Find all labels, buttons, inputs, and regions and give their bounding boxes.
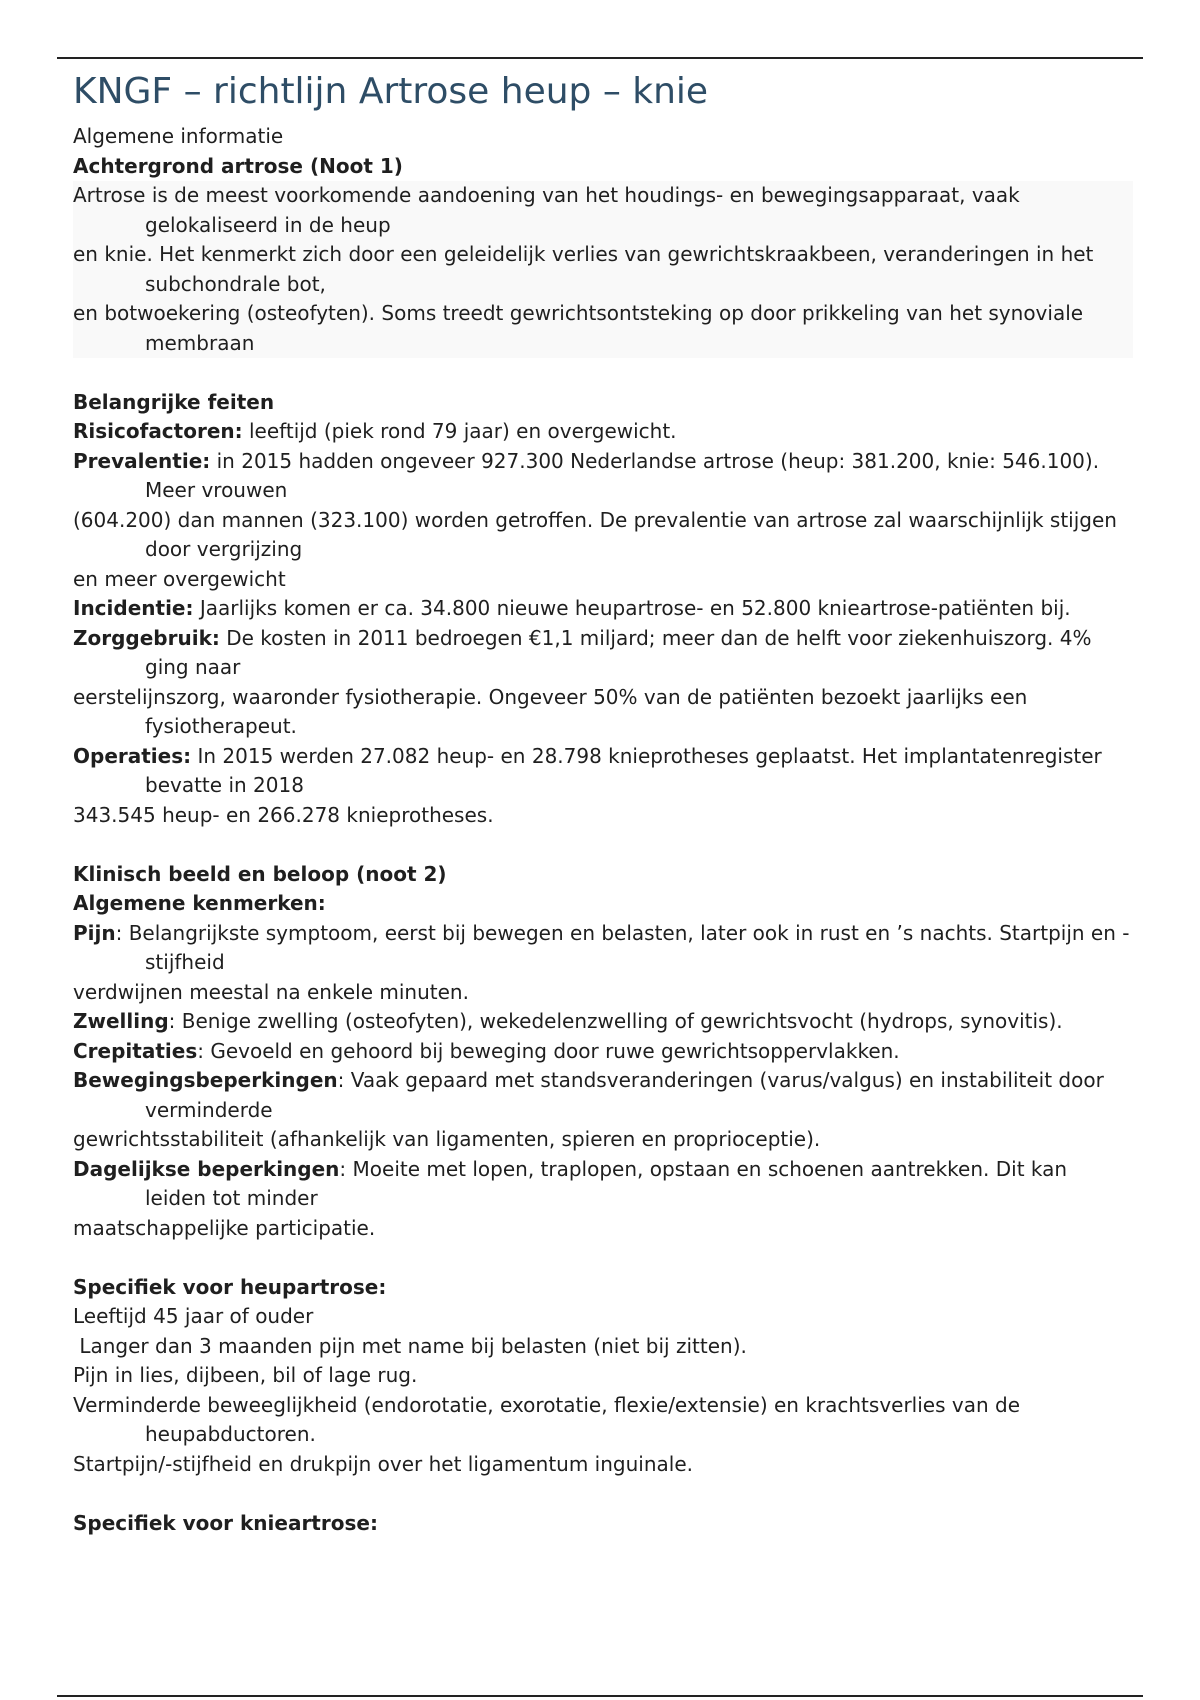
zorg-text: De kosten in 2011 bedroegen €1,1 miljard; meer dan de helft voor ziekenhuiszorg. 4% ging naar: [145, 625, 1092, 679]
bottom-rule: [57, 1695, 1143, 1697]
zorg-label: Zorggebruik:: [73, 625, 220, 650]
zwelling-text: : Benige zwelling (osteofyten), wekedelenzwelling of gewrichtsvocht (hydrops, synovitis).: [168, 1009, 1063, 1033]
crepitaties-text: : Gevoeld en gehoord bij beweging door ruwe gewrichtsoppervlakken.: [197, 1038, 900, 1063]
operaties-text: In 2015 werden 27.082 heup- en 28.798 knieprotheses geplaatst. Het implantatenregister bevatte in 2018: [145, 743, 1102, 797]
risico-text: leeftijd (piek rond 79 jaar) en overgewicht.: [242, 419, 677, 443]
dagelijks-cont: maatschappelijke participatie.: [73, 1215, 376, 1240]
risico-label: Risicofactoren:: [73, 419, 243, 443]
crepitaties-paragraph: [73, 1037, 1133, 1067]
document-page: [73, 68, 1133, 1538]
dagelijks-text: : Moeite met lopen, traplopen, opstaan en schoenen aantrekken. Dit kan leiden tot minder: [145, 1156, 1068, 1210]
heup-line: Langer dan 3 maanden pijn met name bij belasten (niet bij zitten).: [73, 1333, 747, 1358]
knie-heading: Specifiek voor knieartrose:: [73, 1510, 378, 1535]
pijn-label: Pijn: [73, 920, 116, 945]
operaties-label: Operaties:: [73, 743, 192, 768]
incidentie-text: Jaarlijks komen er ca. 34.800 nieuwe heupartrose- en 52.800 knieartrose-patiënten bij.: [193, 596, 1071, 620]
klinisch-heading: Klinisch beeld en beloop (noot 2): [73, 861, 447, 886]
achtergrond-heading: Achtergrond artrose (Noot 1): [73, 153, 403, 178]
heup-heading: Specifiek voor heupartrose:: [73, 1274, 387, 1299]
heup-line: Verminderde beweeglijkheid (endorotatie, exorotatie, flexie/extensie) en krachtsverlies van de heupabductoren.: [73, 1392, 1021, 1446]
achtergrond-line: en knie. Het kenmerkt zich door een geleidelijk verlies van gewrichtskraakbeen, veranderingen in het subchondrale bot,: [73, 242, 1094, 296]
kenmerken-heading: Algemene kenmerken:: [73, 891, 326, 915]
achtergrond-line: Artrose is de meest voorkomende aandoening van het houdings- en bewegingsapparaat, vaak gelokaliseerd in de heup: [73, 183, 1020, 237]
prevalentie-label: Prevalentie:: [73, 448, 211, 473]
operaties-cont: 343.545 heup- en 266.278 knieprotheses.: [73, 802, 494, 827]
heup-line: Leeftijd 45 jaar of ouder: [73, 1304, 314, 1328]
zorg-cont: eerstelijnszorg, waaronder fysiotherapie. Ongeveer 50% van de patiënten bezoekt jaarlijks een fysiotherapeut.: [73, 684, 1028, 738]
prevalentie-text: in 2015 hadden ongeveer 927.300 Nederlandse artrose (heup: 381.200, knie: 546.100). Meer vrouwen: [145, 448, 1100, 502]
dagelijks-label: Dagelijkse beperkingen: [73, 1156, 340, 1181]
prevalentie-cont: en meer overgewicht: [73, 566, 286, 591]
subtitle: Algemene informatie: [73, 124, 284, 148]
zwelling-label: Zwelling: [73, 1009, 169, 1033]
pijn-paragraph: [73, 919, 1133, 978]
pijn-cont: verdwijnen meestal na enkele minuten.: [73, 979, 469, 1004]
risico-paragraph: [73, 417, 1133, 447]
beweging-cont: gewrichtsstabiliteit (afhankelijk van ligamenten, spieren en proprioceptie).: [73, 1127, 821, 1151]
heup-line: Pijn in lies, dijbeen, bil of lage rug.: [73, 1363, 418, 1387]
operaties-paragraph: [73, 742, 1133, 801]
prevalentie-paragraph: [73, 447, 1133, 506]
prevalentie-cont: (604.200) dan mannen (323.100) worden getroffen. De prevalentie van artrose zal waarschijnlijk stijgen door vergrijzing: [73, 507, 1117, 561]
crepitaties-label: Crepitaties: [73, 1038, 198, 1063]
top-rule: [57, 57, 1143, 59]
incidentie-label: Incidentie:: [73, 596, 194, 620]
incidentie-paragraph: [73, 594, 1133, 624]
achtergrond-line: en botwoekering (osteofyten). Soms treedt gewrichtsontsteking op door prikkeling van het synoviale membraan: [73, 301, 1084, 355]
beweging-label: Bewegingsbeperkingen: [73, 1068, 338, 1092]
beweging-paragraph: [73, 1066, 1133, 1125]
pijn-text: : Belangrijkste symptoom, eerst bij bewegen en belasten, later ook in rust en ’s nachts. Startpijn en -stijfheid: [115, 920, 1130, 974]
zorg-paragraph: [73, 624, 1133, 683]
feiten-heading: Belangrijke feiten: [73, 389, 275, 414]
page-title: KNGF – richtlijn Artrose heup – knie: [73, 71, 709, 112]
heup-line: Startpijn/-stijfheid en drukpijn over het ligamentum inguinale.: [73, 1451, 693, 1476]
beweging-text: : Vaak gepaard met standsveranderingen (varus/valgus) en instabiliteit door verminderde: [145, 1068, 1104, 1122]
dagelijks-paragraph: [73, 1155, 1133, 1214]
achtergrond-block: [73, 181, 1133, 358]
zwelling-paragraph: [73, 1007, 1133, 1037]
